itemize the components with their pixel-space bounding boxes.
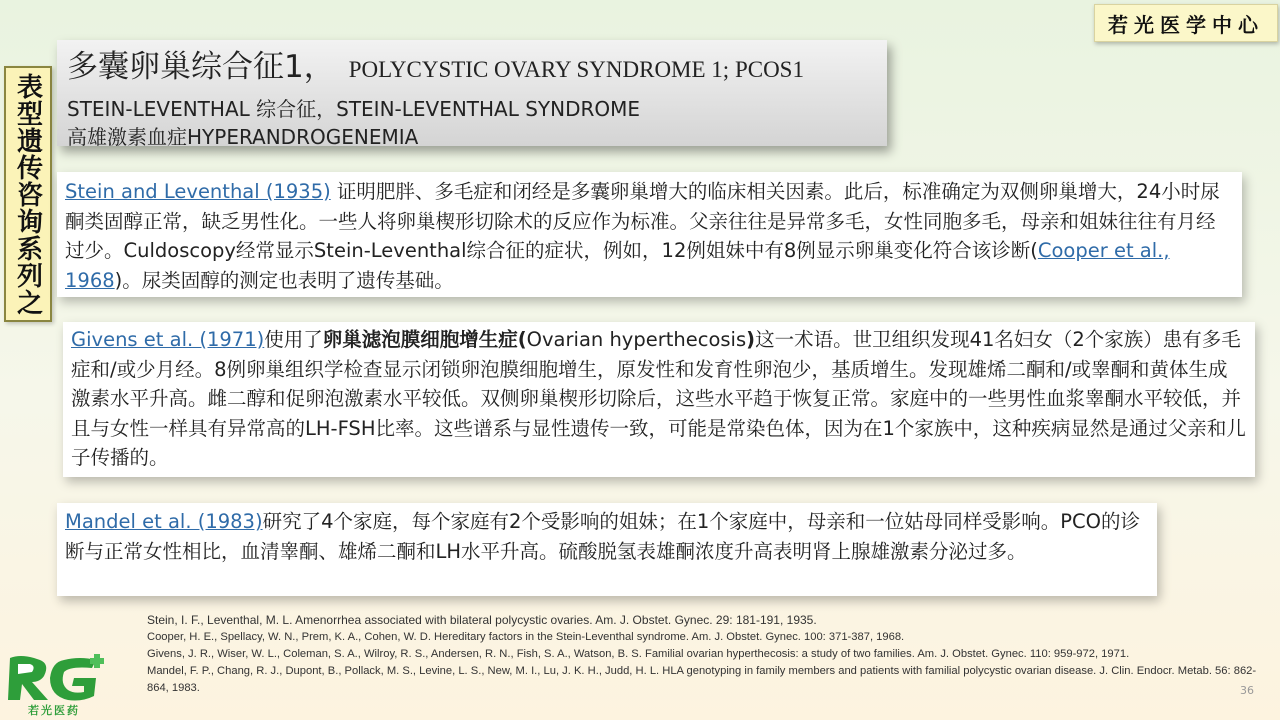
reference-item: Cooper, H. E., Spellacy, W. N., Prem, K. A., Cohen, W. D. Hereditary factors in the Stein-Leventhal syndrome. Am. J. Obstet. Gynec. 100: 371-387, 1968. [147,631,905,643]
title-en: POLYCYSTIC OVARY SYNDROME 1; PCOS1 [348,57,804,82]
side-series-title [4,66,52,322]
subtitle-synonym: STEIN-LEVENTHAL 综合征，STEIN-LEVENTHAL SYNDROME [67,97,641,121]
citation-link-mandel[interactable]: Mandel et al. (1983) [65,510,263,533]
references-list [147,612,1257,697]
citation-link-cooper[interactable]: Cooper et al., 1968 [65,239,1170,292]
title-box [57,40,887,149]
bold-term: 卵巢滤泡膜细胞增生症( [322,328,527,351]
bold-term-close: ) [746,328,756,351]
reference-item: Givens, J. R., Wiser, W. L., Coleman, S. A., Wilroy, R. S., Andersen, R. N., Fish, S. A., Watson, B. S. Familial ovarian hyperthecosis: a study of two families. Am. J. Obstet. Gynec. 110: 959-972, 1971. [147,648,1130,660]
paragraph-mandel [57,503,1157,596]
paragraph-text: )。尿类固醇的测定也表明了遗传基础。 [114,268,454,292]
page-number: 36 [1240,684,1254,697]
paragraph-text: 证明肥胖、多毛症和闭经是多囊卵巢增大的临床相关因素。此后，标准确定为双侧卵巢增大，24小时尿酮类固醇正常，缺乏男性化。一些人将卵巢楔形切除术的反应作为标准。父亲往往是异常多毛，女性同胞多毛，母亲和姐妹往往有月经过少。Culdoscopy经常显示Stein-Leventhal综合征的症状，例如，12例姐妹中有8例显示卵巢变化符合该诊断( [65,180,1220,262]
brand-corner-tag: 若光医学中心 [1094,4,1278,42]
paragraph-text: 研究了4个家庭，每个家庭有2个受影响的姐妹；在1个家庭中，母亲和一位姑母同样受影响。PCO的诊断与正常女性相比，血清睾酮、雄烯二酮和LH水平升高。硫酸脱氢表雄酮浓度升高表明肾上腺雄激素分泌过多。 [65,510,1141,563]
subtitle-hyperandrogenemia: 高雄激素血症HYPERANDROGENEMIA [67,125,419,149]
paragraph-givens [63,322,1255,477]
paragraph-stein-leventhal [57,172,1242,297]
title-cn: 多囊卵巢综合征1， [67,49,335,85]
citation-link-stein[interactable]: Stein and Leventhal (1935) [65,180,331,203]
paragraph-text: 使用了 [264,328,323,351]
reference-item: Stein, I. F., Leventhal, M. L. Amenorrhea associated with bilateral polycystic ovaries. Am. J. Obstet. Gynec. 29: 181-191, 1935. [147,613,817,627]
paragraph-text: 这一术语。世卫组织发现41名妇女（2个家族）患有多毛症和/或少月经。8例卵巢组织学检查显示闭锁卵泡膜细胞增生，原发性和发育性卵泡少，基质增生。发现雄烯二酮和/或睾酮和黄体生成激素水平升高。雌二醇和促卵泡激素水平较低。双侧卵巢楔形切除后，这些水平趋于恢复正常。家庭中的一些男性血浆睾酮水平较低，并且与女性一样具有异常高的LH-FSH比率。这些谱系与显性遗传一致，可能是常染色体，因为在1个家族中，这种疾病显然是通过父亲和儿子传播的。 [71,328,1246,469]
side-series-title-text: 表型遗传咨询系列之 [12,72,43,316]
reference-item: Mandel, F. P., Chang, R. J., Dupont, B., Pollack, M. S., Levine, L. S., New, M. I., Lu, J. K. H., Judd, H. L. HLA genotyping in family members and patients with familial polycystic ovarian disease. J. Clin. Endocr. Metab. 56: 862-864, 1983. [147,665,1257,694]
paragraph-text: Ovarian hyperthecosis [526,328,747,351]
citation-link-givens[interactable]: Givens et al. (1971) [71,328,265,351]
title-line [67,44,887,95]
logo-caption: 若光医药 [28,704,80,717]
